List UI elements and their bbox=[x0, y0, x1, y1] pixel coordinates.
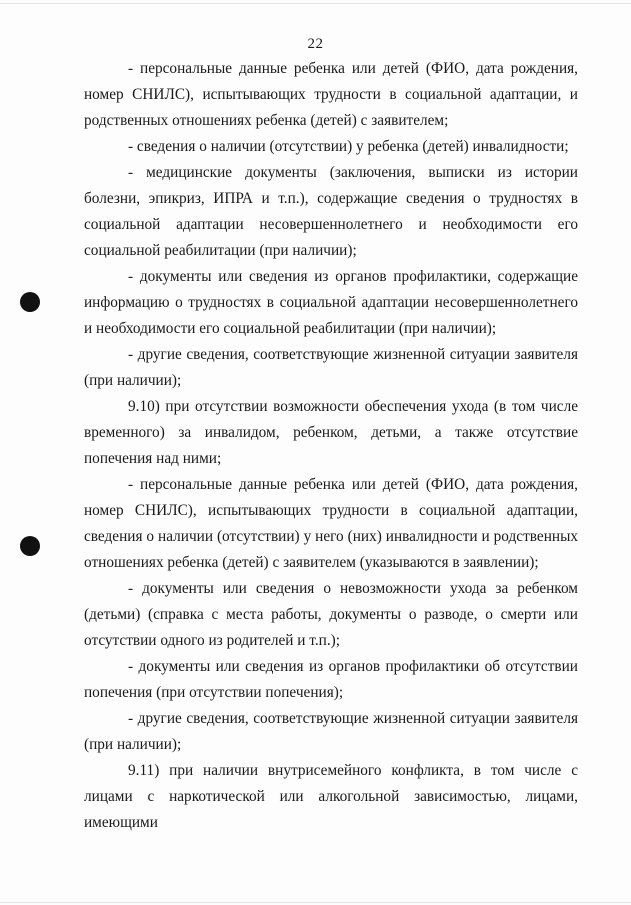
paragraph-child-personal-data-2: - персональные данные ребенка или детей (ФИО, дата рождения, номер СНИЛС), испытывающих трудности в социальной адаптации, сведения о наличии (отсутствии) у него (них) инвалидности и родственных отношениях ребенка (детей) с заявителем (указываются в заявлении); bbox=[84, 476, 578, 571]
paragraph-child-personal-data: - персональные данные ребенка или детей (ФИО, дата рождения, номер СНИЛС), испытывающих трудности в социальной адаптации, и родственных отношениях ребенка (детей) с заявителем; bbox=[84, 60, 578, 129]
paragraph-other-info: - другие сведения, соответствующие жизненной ситуации заявителя (при наличии); bbox=[84, 346, 578, 389]
paragraph-care-impossibility: - документы или сведения о невозможности ухода за ребенком (детьми) (справка с места работы, документы о разводе, о смерти или отсутствии одного из родителей и т.п.); bbox=[84, 580, 578, 649]
paragraph-prevention-bodies: - документы или сведения из органов профилактики, содержащие информацию о трудностях в социальной адаптации несовершеннолетнего и необходимости его социальной реабилитации (при наличии); bbox=[84, 268, 578, 337]
paragraph-other-info-2: - другие сведения, соответствующие жизненной ситуации заявителя (при наличии); bbox=[84, 710, 578, 753]
scan-edge-top bbox=[0, 3, 631, 4]
paragraph-section-9-11: 9.11) при наличии внутрисемейного конфликта, в том числе с лицами с наркотической или алкогольной зависимостью, лицами, имеющими bbox=[84, 762, 578, 831]
punch-hole-lower bbox=[20, 536, 40, 556]
page-number: 22 bbox=[307, 36, 324, 52]
paragraph-disability-info: - сведения о наличии (отсутствии) у ребенка (детей) инвалидности; bbox=[128, 138, 569, 155]
document-body bbox=[84, 56, 578, 836]
paragraph-prevention-guardianship: - документы или сведения из органов профилактики об отсутствии попечения (при отсутствии попечения); bbox=[84, 658, 578, 701]
scan-edge-bottom bbox=[0, 902, 631, 903]
punch-hole-upper bbox=[20, 292, 40, 312]
paragraph-medical-documents: - медицинские документы (заключения, выписки из истории болезни, эпикриз, ИПРА и т.п.), содержащие сведения о трудностях в социальной адаптации несовершеннолетнего и необходимости его социальной реабилитации (при наличии); bbox=[84, 164, 578, 259]
paragraph-section-9-10: 9.10) при отсутствии возможности обеспечения ухода (в том числе временного) за инвалидом, ребенком, детьми, а также отсутствие попечения над ними; bbox=[84, 398, 578, 467]
